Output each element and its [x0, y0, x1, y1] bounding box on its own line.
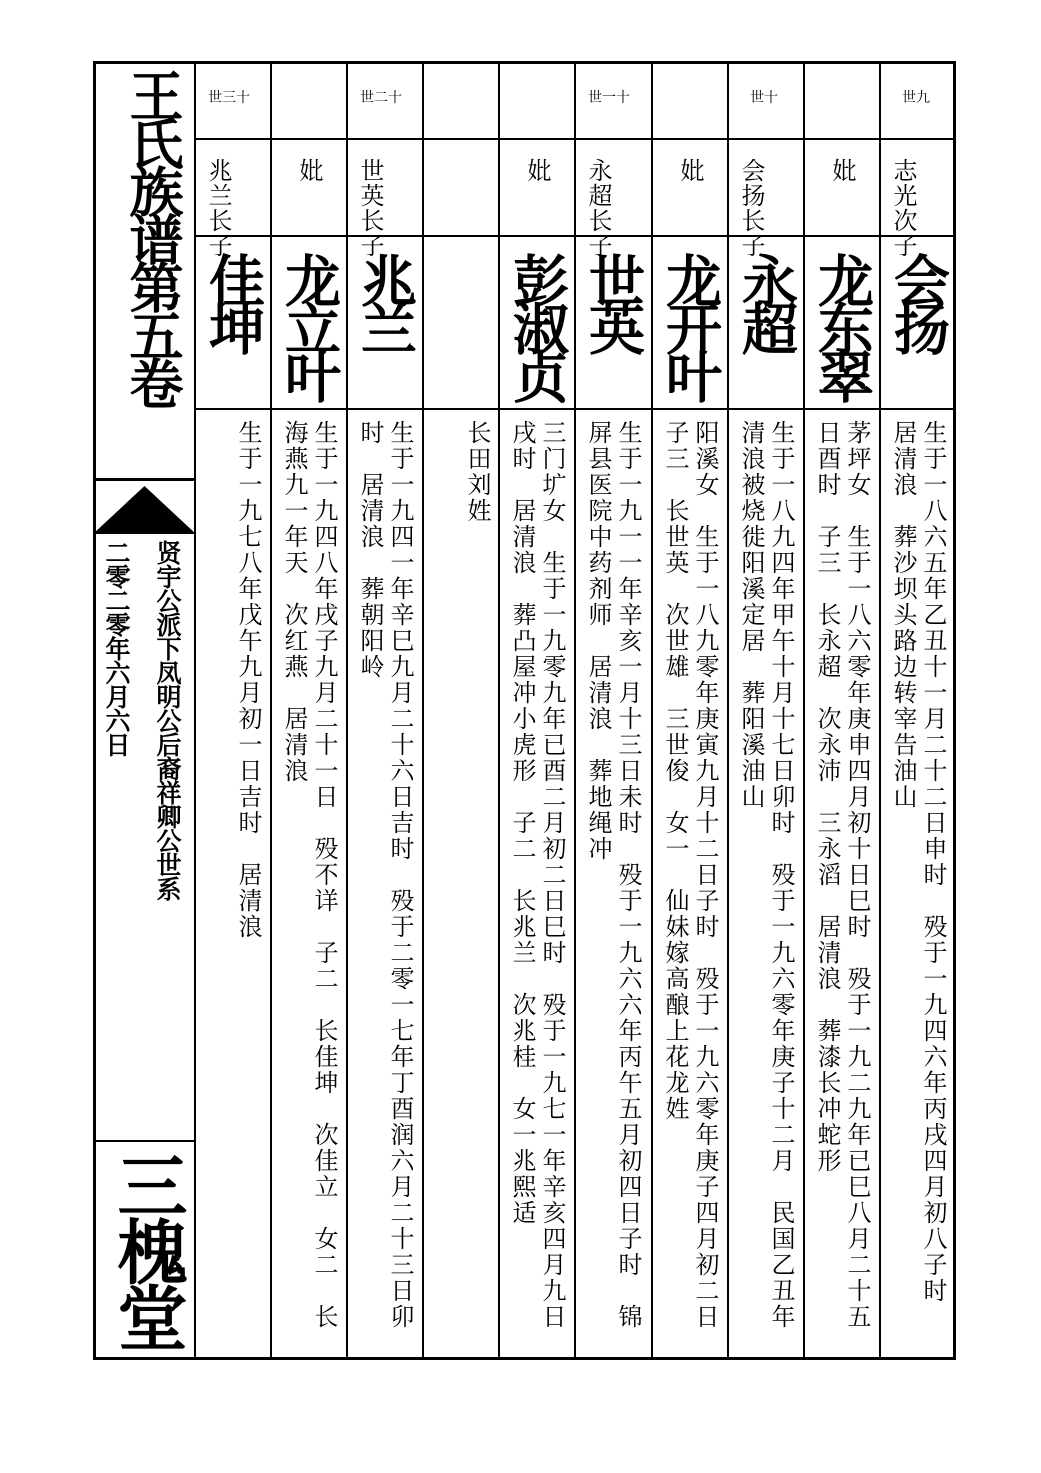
- generation-label: 世一十: [588, 90, 630, 106]
- person-name: 兆兰: [352, 252, 418, 348]
- biography-text: 茅坪女 生于一八六零年庚申四月初十日巳时 殁于一九二九年已巳八月二十五日酉时 子三 长永超 次永沛 三永滔 居清浪 葬漆长冲蛇形: [813, 420, 871, 1330]
- title-divider: [93, 478, 196, 481]
- biography-text: 生于一九七八年戊午九月初一日吉时 居清浪: [234, 420, 262, 940]
- column-divider: [651, 61, 653, 1360]
- generation-label: 世二十: [360, 90, 402, 106]
- biography-text: 三门圹女 生于一九零九年已酉二月初二日巳时 殁于一九七一年辛亥四月九日戌时 居清浪 葬凸屋冲小虎形 子二 长兆兰 次兆桂 女一兆熙适: [508, 420, 566, 1330]
- biography-text: 阳溪女 生于一八九零年庚寅九月十二日子时 殁于一九六零年庚子四月初二日 子三 长世英 次世雄 三世俊 女一 仙妹嫁高酿上花龙姓: [661, 420, 719, 1356]
- person-name: 龙立叶: [276, 252, 342, 396]
- relation-label: 志光次子: [889, 158, 917, 258]
- person-name: 龙东翠: [809, 252, 875, 396]
- column-divider: [270, 61, 272, 1360]
- biography-text: 生于一八九四年甲午十月十七日卯时 殁于一九六零年庚子十二月 民国乙丑年清浪被烧徙阳溪定居 葬阳溪油山: [737, 420, 795, 1330]
- column-divider: [879, 61, 881, 1360]
- biography-text: 长田刘姓: [463, 420, 491, 524]
- relation-label: 妣: [828, 158, 856, 183]
- column-divider: [346, 61, 348, 1360]
- person-name: 彭淑贞: [504, 252, 570, 396]
- person-name: 永超: [733, 252, 799, 348]
- biography-text: 生于一九四八年戌子九月二十一日 殁不详 子二 长佳坤 次佳立 女二 长海燕九一年天 次红燕 居清浪: [280, 420, 338, 1330]
- person-name: 会扬: [885, 252, 951, 348]
- row-divider: [196, 235, 956, 237]
- row-divider: [196, 138, 956, 140]
- hall-divider: [93, 1140, 196, 1142]
- column-divider: [574, 61, 576, 1360]
- column-divider: [727, 61, 729, 1360]
- row-divider: [196, 408, 956, 410]
- biography-text: 生于一九四一年辛巳九月二十六日吉时 殁于二零一七年丁酉润六月二十三日卯时 居清浪 葬朝阳岭: [356, 420, 414, 1330]
- relation-label: 会扬长子: [737, 158, 765, 258]
- relation-label: 妣: [295, 158, 323, 183]
- branch-lineage: 贤宇公派下凤明公后裔祥卿公世系: [153, 540, 182, 900]
- relation-label: 永超长子: [584, 158, 612, 258]
- relation-label: 妣: [676, 158, 704, 183]
- relation-label: 世英长子: [356, 158, 384, 258]
- generation-label: 世九: [902, 90, 930, 106]
- hall-name: 三槐堂: [106, 1150, 189, 1348]
- column-divider: [803, 61, 805, 1360]
- biography-text: 生于一九一一年辛亥一月十三日未时 殁于一九六六年丙午五月初四日子时 锦屏县医院中药剂师 居清浪 葬地绳冲: [584, 420, 642, 1330]
- relation-label: 妣: [523, 158, 551, 183]
- book-title: 王氏族谱第五卷: [121, 68, 185, 404]
- column-divider: [194, 61, 196, 1360]
- relation-label: 兆兰长子: [204, 158, 232, 258]
- person-name: 佳坤: [200, 252, 266, 348]
- compile-date: 二零二零年六月六日: [102, 540, 131, 756]
- generation-label: 世三十: [208, 90, 250, 106]
- generation-label: 世十: [750, 90, 778, 106]
- column-divider: [422, 61, 424, 1360]
- biography-text: 生于一八六五年乙丑十一月二十二日申时 殁于一九四六年丙戌四月初八子时 居清浪 葬沙坝头路边转宰告油山: [889, 420, 947, 1330]
- person-name: 龙开叶: [657, 252, 723, 396]
- column-divider: [498, 61, 500, 1360]
- person-name: 世英: [580, 252, 646, 348]
